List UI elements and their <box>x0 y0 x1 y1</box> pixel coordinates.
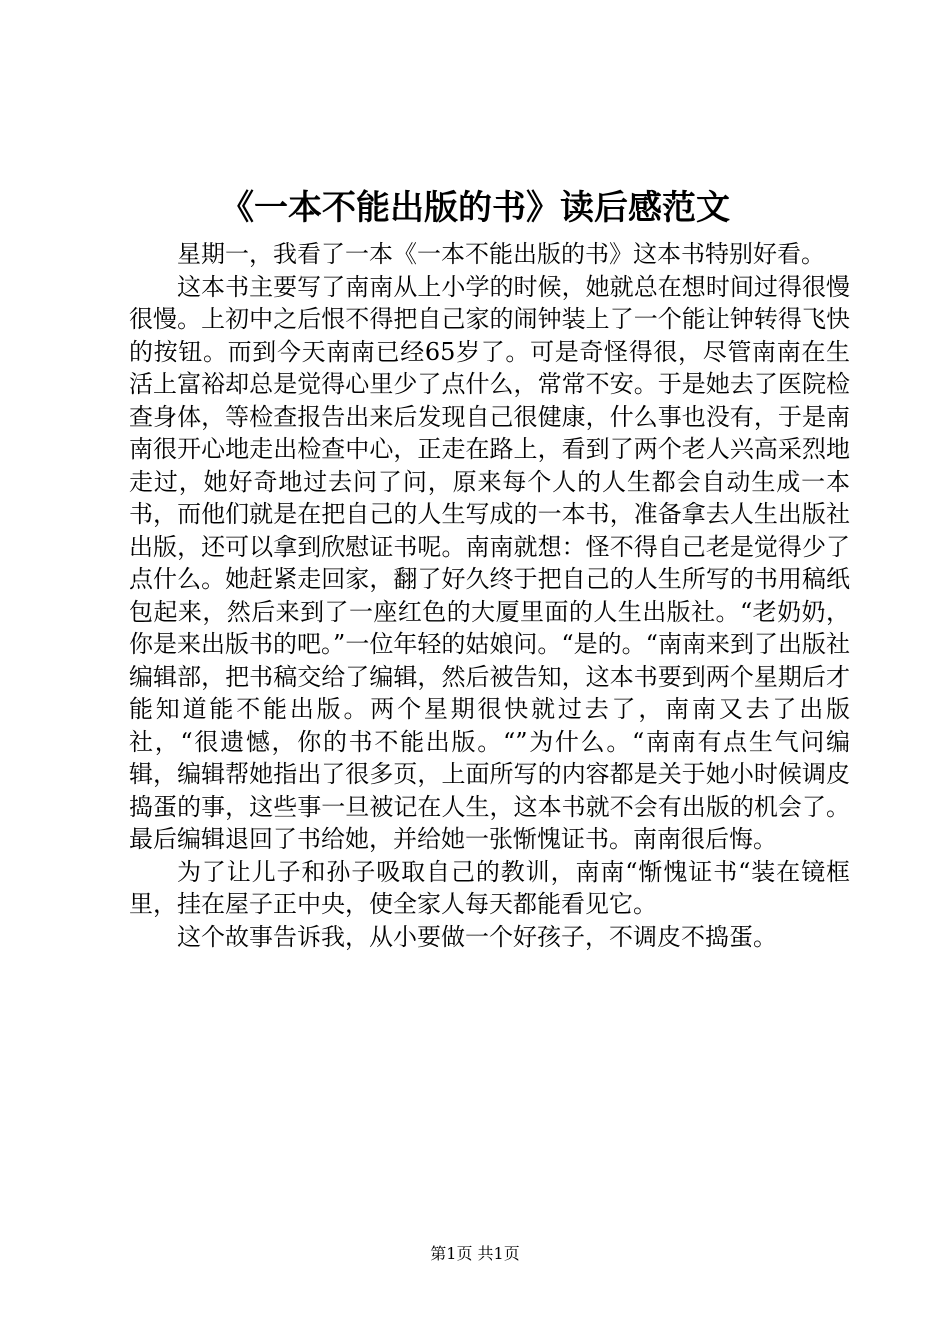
paragraph-1: 星期一，我看了一本《一本不能出版的书》这本书特别好看。 <box>177 240 825 268</box>
paragraph-2: 这本书主要写了南南从上小学的时候，她就总在想时间过得很慢很慢。上初中之后恨不得把自己家的闹钟装上了一个能让钟转得飞快的按钮。而到今天南南已经65岁了。可是奇怪得很，尽管南南在生活上富裕却总是觉得心里少了点什么，常常不安。于是她去了医院检查身体，等检查报告出来后发现自己很健康，什么事也没有，于是南南很开心地走出检查中心，正走在路上，看到了两个老人兴高采烈地走过，她好奇地过去问了问，原来每个人的人生都会自动生成一本书，而他们就是在把自己的人生写成的一本书，准备拿去人生出版社出版，还可以拿到欣慰证书呢。南南就想：怪不得自己老是觉得少了点什么。她赶紧走回家，翻了好久终于把自己的人生所写的书用稿纸包起来，然后来到了一座红色的大厦里面的人生出版社。“老奶奶，你是来出版书的吧。”一位年轻的姑娘问。“是的。“南南来到了出版社编辑部，把书稿交给了编辑，然后被告知，这本书要到两个星期后才能知道能不能出版。两个星期很快就过去了，南南又去了出版社，“很遗憾，你的书不能出版。“”为什么。“南南有点生气问编辑，编辑帮她指出了很多页，上面所写的内容都是关于她小时候调皮捣蛋的事，这些事一旦被记在人生，这本书就不会有出版的机会了。最后编辑退回了书给她，并给她一张惭愧证书。南南很后悔。 <box>129 272 850 853</box>
document-body <box>129 238 850 953</box>
paragraph-3: 为了让儿子和孙子吸取自己的教训，南南“惭愧证书“装在镜框里，挂在屋子正中央，使全家人每天都能看见它。 <box>129 857 850 918</box>
page-footer: 第1页 共1页 <box>430 1244 520 1263</box>
document-title: 《一本不能出版的书》读后感范文 <box>220 188 730 228</box>
paragraph-4: 这个故事告诉我，从小要做一个好孩子，不调皮不捣蛋。 <box>177 922 777 951</box>
